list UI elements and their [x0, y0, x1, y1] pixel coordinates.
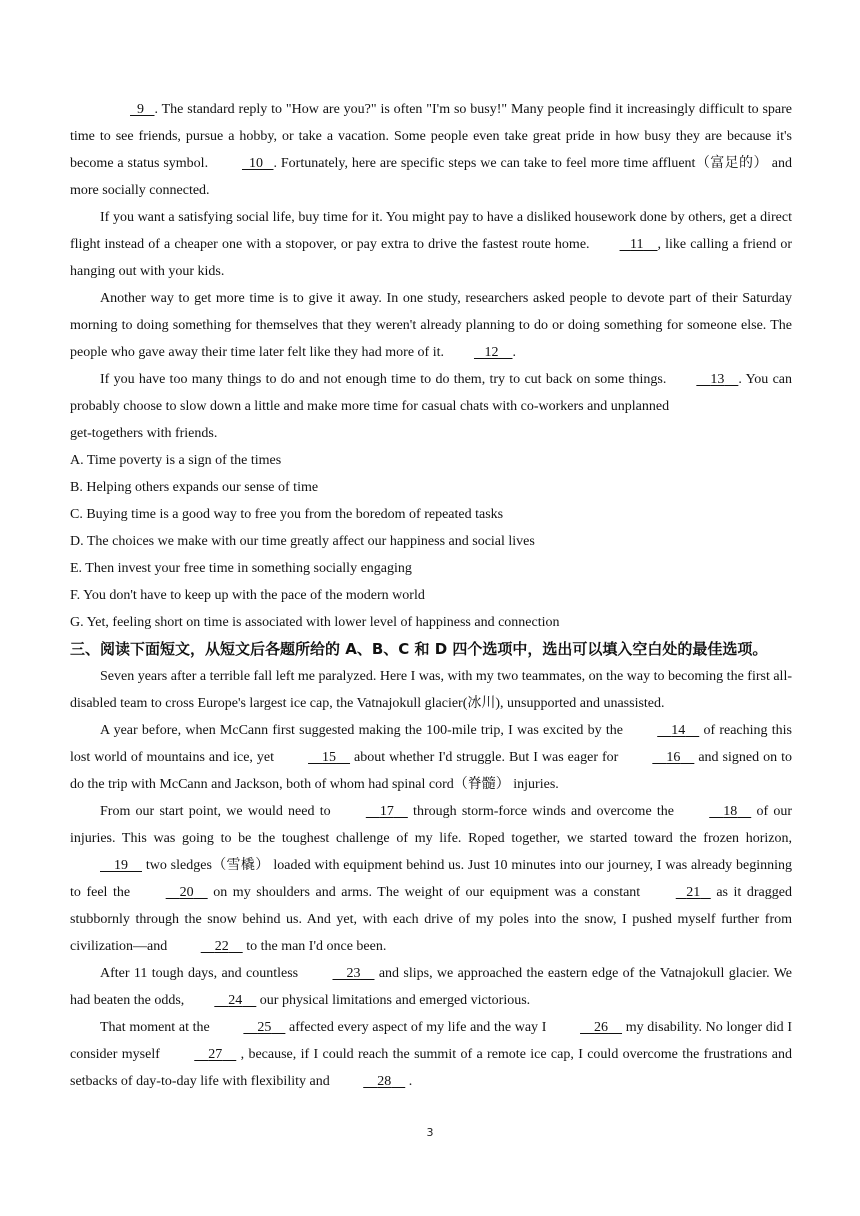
- passage1-paragraph-2: If you want a satisfying social life, buy time for it. You might pay to have a disliked housework done by others, get a direct flight instead of a cheaper one with a stopover, or pay extra to drive the fastest route home. 11 , like calling a friend or hanging out with your kids.: [70, 210, 792, 279]
- passage2-paragraph-3: From our start point, we would need to 17 through storm-force winds and overcome the 18 of our injuries. This was going to be the toughest challenge of my life. Roped together, we started toward the frozen horizon, 19 two sledges（雪橇） loaded with equipment behind us. Just 10 minutes into our journey, I was already beginning to feel the 20 on my shoulders and arms. The weight of our equipment was a constant 21 as it dragged stubbornly through the snow behind us. And yet, with each drive of my poles into the snow, I pushed myself further from civilization—and 22 to the man I'd once been.: [70, 798, 792, 960]
- blank-27: 27: [208, 1047, 223, 1062]
- blank-10: 10: [248, 156, 263, 171]
- page-number: 3: [426, 1126, 434, 1139]
- blank-20: 20: [179, 885, 194, 900]
- blank-12: 12: [484, 345, 499, 360]
- blank-17: 17: [379, 804, 394, 819]
- blank-26: 26: [594, 1020, 609, 1035]
- blank-23: 23: [346, 966, 361, 981]
- passage2-paragraph-5: That moment at the 25 affected every aspect of my life and the way I 26 my disability. No longer did I consider myself 27 , because, if I could reach the summit of a remote ice cap, I could overcome the frustrations and setbacks of day-to-day life with flexibility and 28 .: [70, 1014, 792, 1095]
- document-page: [70, 96, 792, 1095]
- option-a: A. Time poverty is a sign of the times: [70, 453, 282, 468]
- passage2-paragraph-1: Seven years after a terrible fall left me paralyzed. Here I was, with my two teammates, on the way to becoming the first all-disabled team to cross Europe's largest ice cap, the Vatnajokull glacier(冰川), unsupported and unassisted.: [70, 669, 792, 711]
- option-c: C. Buying time is a good way to free you from the boredom of repeated tasks: [70, 507, 504, 522]
- passage2-paragraph-2: A year before, when McCann first suggested making the 100-mile trip, I was excited by the 14 of reaching this lost world of mountains and ice, yet 15 about whether I'd struggle. But I was eager for 16 and signed on to do the trip with McCann and Jackson, both of whom had spinal cord（脊髓） injuries.: [70, 717, 792, 798]
- blank-14: 14: [671, 723, 686, 738]
- option-f: F. You don't have to keep up with the pace of the modern world: [70, 588, 425, 603]
- blank-25: 25: [257, 1020, 272, 1035]
- option-e: E. Then invest your free time in something socially engaging: [70, 561, 412, 576]
- section-3-heading: 三、阅读下面短文，从短文后各题所给的 A、B、C 和 D 四个选项中，选出可以填入空白处的最佳选项。: [70, 640, 768, 658]
- passage2-paragraph-4: After 11 tough days, and countless 23 and slips, we approached the eastern edge of the Vatnajokull glacier. We had beaten the odds, 24 our physical limitations and emerged victorious.: [70, 960, 792, 1014]
- blank-18: 18: [723, 804, 738, 819]
- option-d: D. The choices we make with our time greatly affect our happiness and social lives: [70, 534, 535, 549]
- blank-13: 13: [710, 372, 725, 387]
- blank-21: 21: [686, 885, 701, 900]
- option-b: B. Helping others expands our sense of time: [70, 480, 319, 495]
- passage1-paragraph-4-end: get-togethers with friends.: [70, 426, 218, 441]
- blank-24: 24: [228, 993, 243, 1008]
- blank-15: 15: [322, 750, 337, 765]
- passage1-paragraph-4: If you have too many things to do and not enough time to do them, try to cut back on some things. 13 . You can probably choose to slow down a little and make more time for casual chats with co-workers and unplanned: [70, 366, 792, 420]
- option-g: G. Yet, feeling short on time is associated with lower level of happiness and connection: [70, 615, 560, 630]
- blank-11: 11: [630, 237, 644, 252]
- blank-22: 22: [214, 939, 229, 954]
- blank-19: 19: [114, 858, 128, 873]
- blank-28: 28: [377, 1074, 392, 1089]
- passage1-paragraph-3: Another way to get more time is to give it away. In one study, researchers asked people to devote part of their Saturday morning to doing something for themselves that they weren't already planning to do or doing something for someone else. The people who gave away their time later felt like they had more of it. 12 .: [70, 285, 792, 366]
- blank-9: 9: [137, 102, 144, 117]
- passage1-paragraph-1: 9 . The standard reply to "How are you?" is often "I'm so busy!" Many people find it increasingly difficult to spare time to see friends, pursue a hobby, or take a vacation. Some people even take great pride in how busy they are because it's become a status symbol. 10 . Fortunately, here are specific steps we can take to feel more time affluent（富足的） and more socially connected.: [70, 96, 792, 204]
- blank-16: 16: [666, 750, 681, 765]
